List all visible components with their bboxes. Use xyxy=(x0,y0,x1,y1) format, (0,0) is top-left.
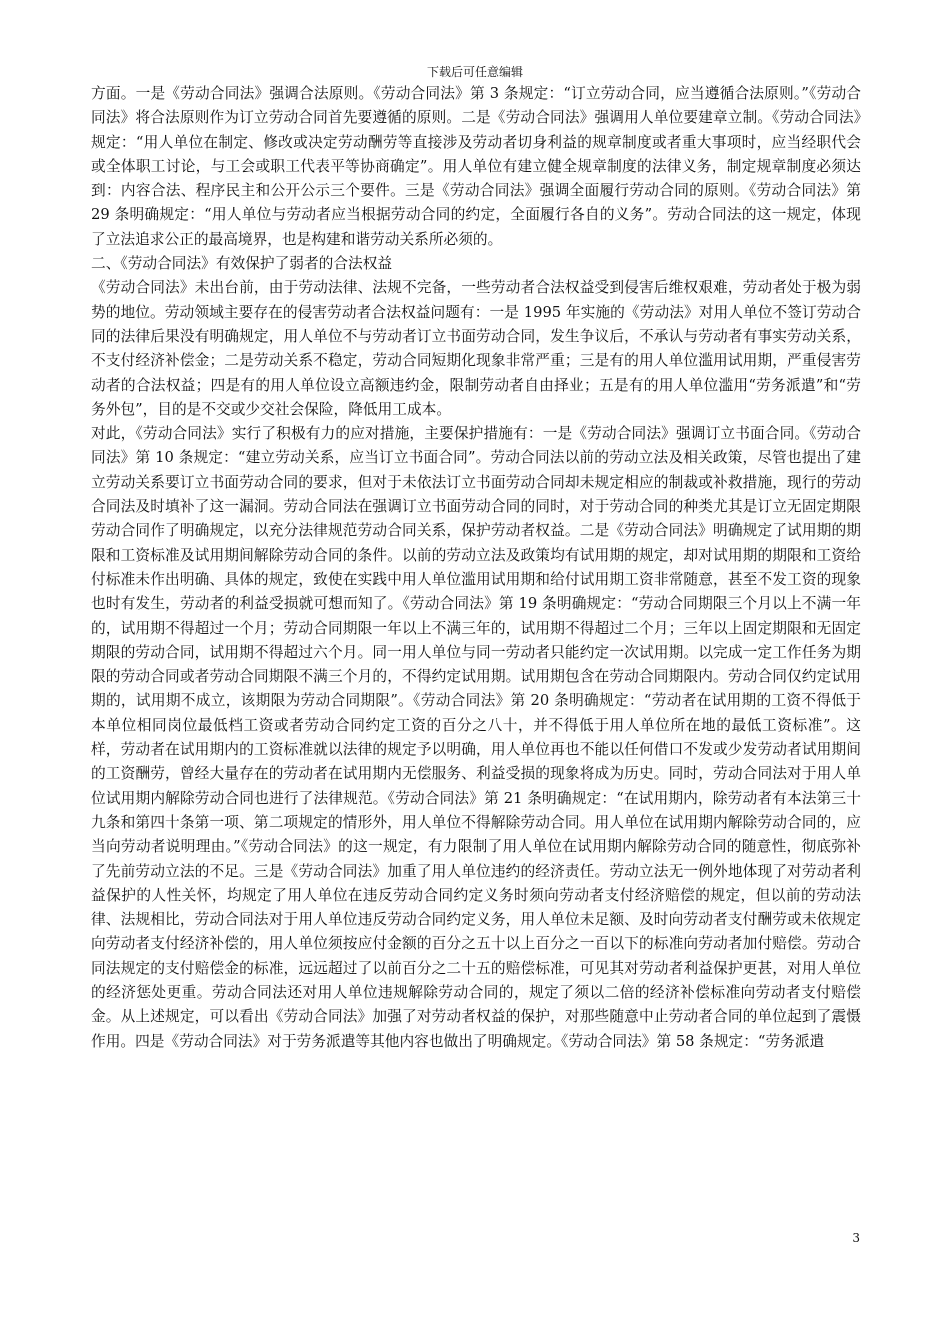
page-number: 3 xyxy=(852,1231,860,1245)
document-body xyxy=(91,82,861,1054)
paragraph-3: 对此，《劳动合同法》实行了积极有力的应对措施，主要保护措施有：一是《劳动合同法》强调订立书面合同。《劳动合同法》第 10 条规定：“建立劳动关系，应当订立书面合同”。劳动合同法以前的劳动立法及相关政策，尽管也提出了建立劳动关系要订立书面劳动合同的要求，但对于未依法订立书面劳动合同却未规定相应的制裁或补救措施，现行的劳动合同法及时填补了这一漏洞。劳动合同法在强调订立书面劳动合同的同时，对于劳动合同的种类尤其是订立无固定期限劳动合同作了明确规定，以充分法律规范劳动合同关系，保护劳动者权益。二是《劳动合同法》明确规定了试用期的期限和工资标准及试用期间解除劳动合同的条件。以前的劳动立法及政策均有试用期的规定，却对试用期的期限和工资给付标准未作出明确、具体的规定，致使在实践中用人单位滥用试用期和给付试用期工资非常随意，甚至不发工资的现象也时有发生，劳动者的利益受损就可想而知了。《劳动合同法》第 19 条明确规定：“劳动合同期限三个月以上不满一年的，试用期不得超过一个月；劳动合同期限一年以上不满三年的，试用期不得超过二个月；三年以上固定期限和无固定期限的劳动合同，试用期不得超过六个月。同一用人单位与同一劳动者只能约定一次试用期。以完成一定工作任务为期限的劳动合同或者劳动合同期限不满三个月的，不得约定试用期。试用期包含在劳动合同期限内。劳动合同仅约定试用期的，试用期不成立，该期限为劳动合同期限”。《劳动合同法》第 20 条明确规定：“劳动者在试用期的工资不得低于本单位相同岗位最低档工资或者劳动合同约定工资的百分之八十，并不得低于用人单位所在地的最低工资标准”。这样，劳动者在试用期内的工资标准就以法律的规定予以明确，用人单位再也不能以任何借口不发或少发劳动者试用期间的工资酬劳，曾经大量存在的劳动者在试用期内无偿服务、利益受损的现象将成为历史。同时，劳动合同法对于用人单位试用期内解除劳动合同也进行了法律规范。《劳动合同法》第 21 条明确规定：“在试用期内，除劳动者有本法第三十九条和第四十条第一项、第二项规定的情形外，用人单位不得解除劳动合同。用人单位在试用期内解除劳动合同的，应当向劳动者说明理由。”《劳动合同法》的这一规定，有力限制了用人单位在试用期内解除劳动合同的随意性，彻底弥补了先前劳动立法的不足。三是《劳动合同法》加重了用人单位违约的经济责任。劳动立法无一例外地体现了对劳动者利益保护的人性关怀，均规定了用人单位在违反劳动合同约定义务时须向劳动者支付经济赔偿的规定，但以前的劳动法律、法规相比，劳动合同法对于用人单位违反劳动合同约定义务，用人单位未足额、及时向劳动者支付酬劳或未依规定向劳动者支付经济补偿的，用人单位须按应付金额的百分之五十以上百分之一百以下的标准向劳动者加付赔偿。劳动合同法规定的支付赔偿金的标准，远远超过了以前百分之二十五的赔偿标准，可见其对劳动者利益保护更甚，对用人单位的经济惩处更重。劳动合同法还对用人单位违规解除劳动合同的，规定了须以二倍的经济补偿标准向劳动者支付赔偿金。从上述规定，可以看出《劳动合同法》加强了对劳动者权益的保护，对那些随意中止劳动者合同的单位起到了震慑作用。四是《劳动合同法》对于劳务派遣等其他内容也做出了明确规定。《劳动合同法》第 58 条规定：“劳务派遣 xyxy=(91,425,861,1050)
section-heading: 二、《劳动合同法》有效保护了弱者的合法权益 xyxy=(91,255,393,273)
paragraph-2: 《劳动合同法》未出台前，由于劳动法律、法规不完备，一些劳动者合法权益受到侵害后维权艰难，劳动者处于极为弱势的地位。劳动领域主要存在的侵害劳动者合法权益问题有：一是 1995 年实施的《劳动法》对用人单位不签订劳动合同的法律后果没有明确规定，用人单位不与劳动者订立书面劳动合同，发生争议后，不承认与劳动者有事实劳动关系，不支付经济补偿金；二是劳动关系不稳定，劳动合同短期化现象非常严重；三是有的用人单位滥用试用期，严重侵害劳动者的合法权益；四是有的用人单位设立高额违约金，限制劳动者自由择业；五是有的用人单位滥用“劳务派遣”和“劳务外包”，目的是不交或少交社会保险，降低用工成本。 xyxy=(91,279,861,418)
paragraph-1: 方面。一是《劳动合同法》强调合法原则。《劳动合同法》第 3 条规定：“订立劳动合同，应当遵循合法原则。”《劳动合同法》将合法原则作为订立劳动合同首先要遵循的原则。二是《劳动合同法》强调用人单位要建章立制。《劳动合同法》规定：“用人单位在制定、修改或决定劳动酬劳等直接涉及劳动者切身利益的规章制度或者重大事项时，应当经职代会或全体职工讨论，与工会或职工代表平等协商确定”。用人单位有建立健全规章制度的法律义务，制定规章制度必须达到：内容合法、程序民主和公开公示三个要件。三是《劳动合同法》强调全面履行劳动合同的原则。《劳动合同法》第 29 条明确规定：“用人单位与劳动者应当根据劳动合同的约定，全面履行各自的义务”。劳动合同法的这一规定，体现了立法追求公正的最高境界，也是构建和谐劳动关系所必须的。 xyxy=(91,85,861,248)
page-header: 下载后可任意编辑 xyxy=(426,65,523,79)
